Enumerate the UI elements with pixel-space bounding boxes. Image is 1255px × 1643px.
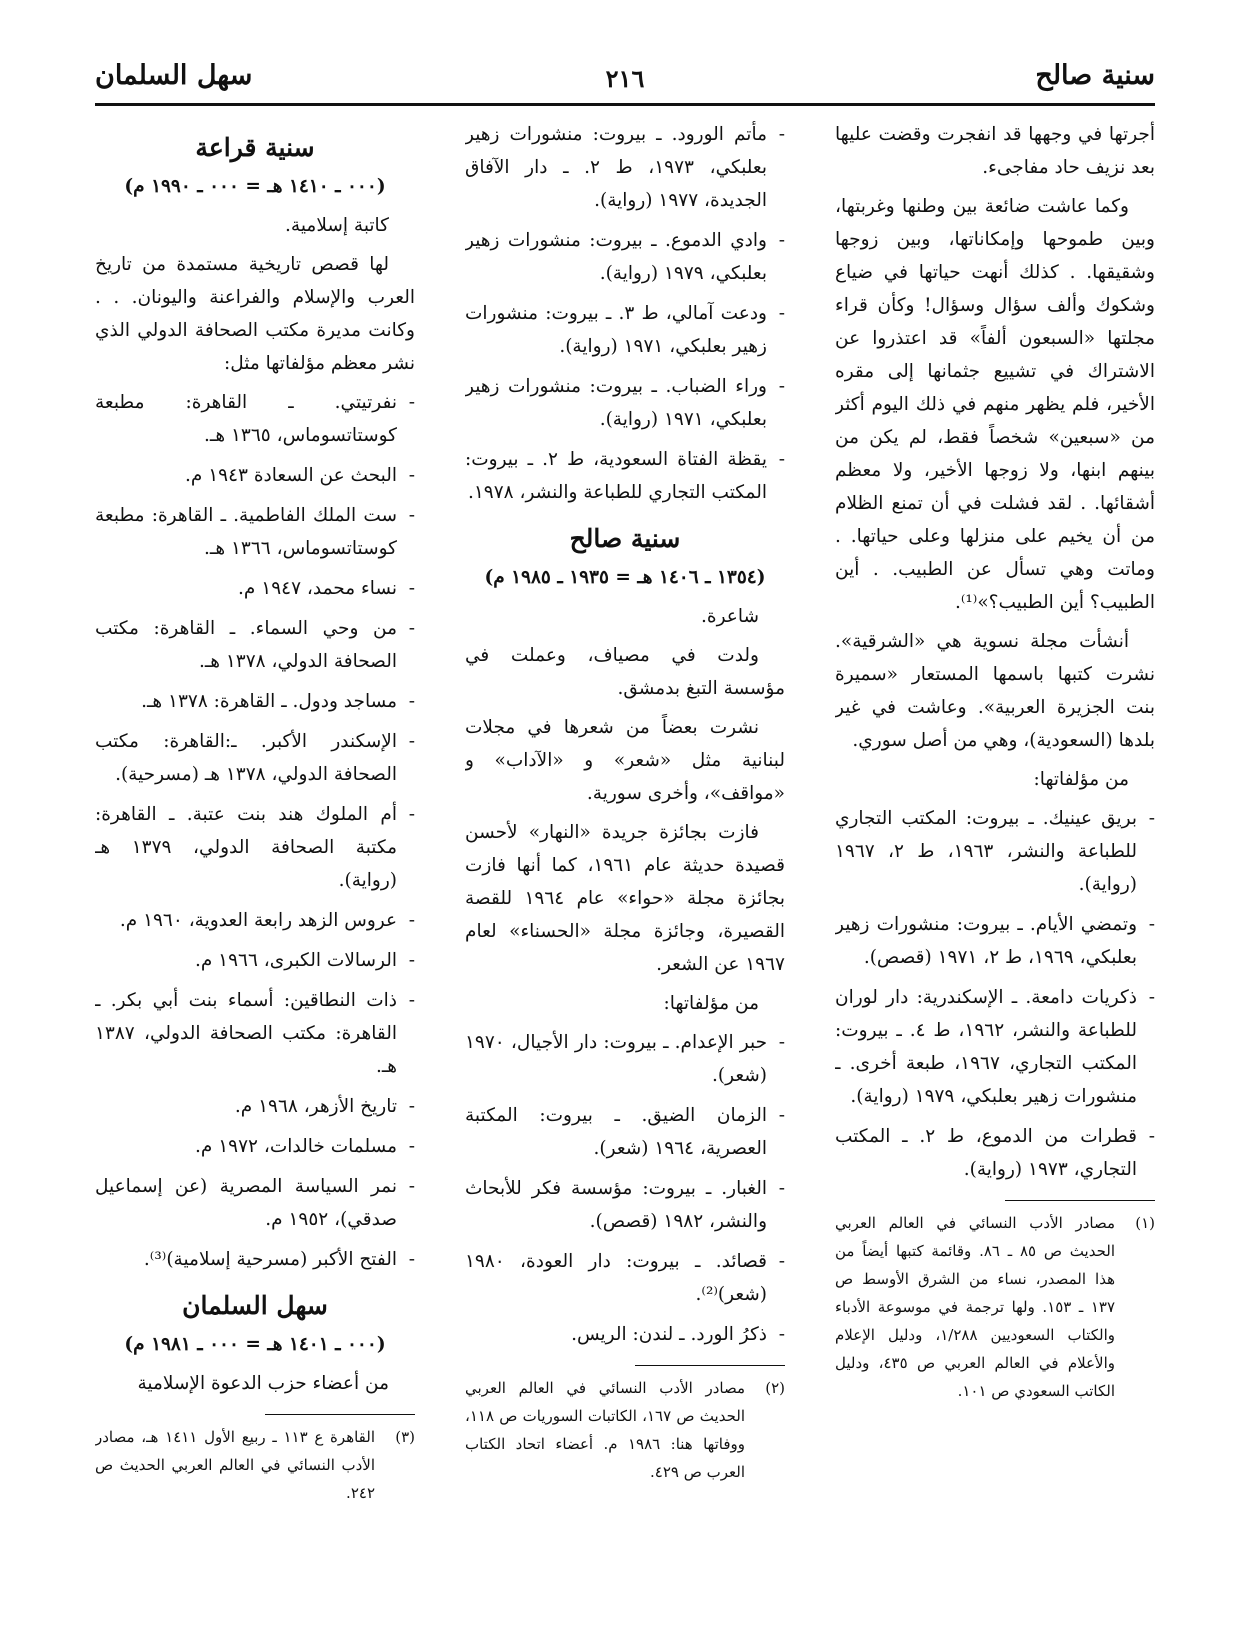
work-item: - الزمان الضيق. ـ بيروت: المكتبة العصرية، ١٩٦٤ (شعر). (465, 1099, 785, 1165)
footnote-rule (1005, 1200, 1155, 1201)
work-item: - الإسكندر الأكبر. ـ:القاهرة: مكتب الصحافة الدولي، ١٣٧٨ هـ (مسرحية). (95, 725, 415, 791)
entry-title: سنية صالح (569, 524, 681, 553)
footnote-text: مصادر الأدب النسائي في العالم العربي الحديث ص ١٦٧، الكاتبات السوريات ص ١١٨، ووفاتها هنا: ١٩٨٦ م. أعضاء اتحاد الكتاب العرب ص ٤٢٩. (465, 1379, 745, 1481)
work-item: - ذكرُ الورد. ـ لندن: الريس. (465, 1318, 785, 1351)
work-item: - ودعت آمالي، ط ٣. ـ بيروت: منشورات زهير بعلبكي، ١٩٧١ (رواية). (465, 297, 785, 363)
work-item: - يقظة الفتاة السعودية، ط ٢. ـ بيروت: المكتب التجاري للطباعة والنشر، ١٩٧٨. (465, 443, 785, 509)
work-item: - الغبار. ـ بيروت: مؤسسة فكر للأبحاث والنشر، ١٩٨٢ (قصص). (465, 1172, 785, 1238)
paragraph: فازت بجائزة جريدة «النهار» لأحسن قصيدة حديثة عام ١٩٦١، كما أنها فازت بجائزة مجلة «حواء» عام ١٩٦٤ للقصة القصيرة، وجائزة مجلة «الحسناء» لعام ١٩٦٧ عن الشعر. (465, 822, 785, 975)
footnote-rule (635, 1365, 785, 1366)
work-item: - قطرات من الدموع، ط ٢. ـ المكتب التجاري، ١٩٧٣ (رواية). (835, 1120, 1155, 1186)
work-item: - البحث عن السعادة ١٩٤٣ م. (95, 459, 415, 492)
work-item: - وراء الضباب. ـ بيروت: منشورات زهير بعلبكي، ١٩٧١ (رواية). (465, 370, 785, 436)
footnote (465, 1374, 785, 1486)
work-item: - مسلمات خالدات، ١٩٧٢ م. (95, 1130, 415, 1163)
paragraph: من أعضاء حزب الدعوة الإسلامية (137, 1373, 389, 1394)
work-item: - الرسالات الكبرى، ١٩٦٦ م. (95, 944, 415, 977)
page-number: ٢١٦ (605, 64, 645, 93)
paragraph: شاعرة. (701, 606, 759, 627)
running-title-left: سهل السلمان (95, 60, 253, 91)
work-item: - مساجد ودول. ـ القاهرة: ١٣٧٨ هـ. (95, 685, 415, 718)
work-item: - قصائد. ـ بيروت: دار العودة، ١٩٨٠ (شعر)⁽²⁾. (465, 1245, 785, 1311)
work-item: - نساء محمد، ١٩٤٧ م. (95, 572, 415, 605)
work-item: - مأتم الورود. ـ بيروت: منشورات زهير بعلبكي، ١٩٧٣، ط ٢. ـ دار الآفاق الجديدة، ١٩٧٧ (رواية). (465, 118, 785, 217)
footnote (835, 1209, 1155, 1405)
work-item: - أم الملوك هند بنت عتبة. ـ القاهرة: مكتبة الصحافة الدولي، ١٣٧٩ هـ (رواية). (95, 798, 415, 897)
works-list (465, 118, 785, 509)
works-intro: من مؤلفاتها: (663, 993, 759, 1014)
entry-title: سهل السلمان (182, 1291, 328, 1320)
footnote-text: القاهرة ع ١١٣ ـ ربيع الأول ١٤١١ هـ، مصادر الأدب النسائي في العالم العربي الحديث ص ٢٤٢. (95, 1428, 376, 1502)
work-item: - وادي الدموع. ـ بيروت: منشورات زهير بعلبكي، ١٩٧٩ (رواية). (465, 224, 785, 290)
paragraph: أنشأت مجلة نسوية هي «الشرقية». نشرت كتبها باسمها المستعار «سميرة بنت الجزيرة العربية». وعاشت في غير بلدها (السعودية)، وهي من أصل سوري. (835, 631, 1155, 751)
work-item: - نفرتيتي. ـ القاهرة: مطبعة كوستاتسوماس، ١٣٦٥ هـ. (95, 386, 415, 452)
footnote-number: (٣) (395, 1428, 415, 1446)
work-item: - نمر السياسة المصرية (عن إسماعيل صدقي)، ١٩٥٢ م. (95, 1170, 415, 1236)
work-item: - تاريخ الأزهر، ١٩٦٨ م. (95, 1090, 415, 1123)
footnote (95, 1423, 415, 1507)
paragraph: وكما عاشت ضائعة بين وطنها وغربتها، وبين طموحها وإمكاناتها، وبين زوجها وشقيقها. . كذلك أنهت حياتها في ضياع وشكوك وألف سؤال وسؤال! وكأن قراء مجلتها «السبعون ألفاً» قد اعتذروا عن الاشتراك في تشييع جثمانها إلى مقره الأخير، فلم يظهر منهم في ذلك اليوم أكثر من «سبعين» شخصاً فقط، لم يكن من بينهم ابنها، ولا زوجها الأخير، ولا معظم أشقائها. . لقد فشلت في أن تمنع الظلام من أن يخيم على منزلها وعلى حياتها. . وماتت وهي تسأل عن الطبيب. . أين الطبيب؟ أين الطبيب؟»⁽¹⁾. (835, 196, 1155, 613)
paragraph: نشرت بعضاً من شعرها في مجلات لبنانية مثل «شعر» و «الآداب» و «مواقف»، وأخرى سورية. (465, 717, 785, 804)
column-right (835, 118, 1155, 1613)
work-item: - من وحي السماء. ـ القاهرة: مكتب الصحافة الدولي، ١٣٧٨ هـ. (95, 612, 415, 678)
work-item: - عروس الزهد رابعة العدوية، ١٩٦٠ م. (95, 904, 415, 937)
paragraph: ولدت في مصياف، وعملت في مؤسسة التبغ بدمشق. (465, 645, 785, 699)
work-item: - حبر الإعدام. ـ بيروت: دار الأجيال، ١٩٧٠ (شعر). (465, 1026, 785, 1092)
column-left (95, 118, 415, 1613)
paragraph: أجرتها في وجهها قد انفجرت وقضت عليها بعد نزيف حاد مفاجىء. (835, 124, 1155, 178)
footnote-rule (265, 1414, 415, 1415)
header-rule (95, 103, 1155, 106)
entry-title: سنية قراعة (195, 133, 315, 162)
entry-dates: (٠٠٠ ـ ١٤٠١ هـ = ٠٠٠ ـ ١٩٨١ م) (124, 1334, 386, 1355)
work-item: - ذكريات دامعة. ـ الإسكندرية: دار لوران للطباعة والنشر، ١٩٦٢، ط ٤. ـ بيروت: المكتب التجاري، ١٩٦٧، طبعة أخرى. ـ منشورات زهير بعلبكي، ١٩٧٩ (رواية). (835, 981, 1155, 1113)
paragraph: لها قصص تاريخية مستمدة من تاريخ العرب والإسلام والفراعنة واليونان. . . وكانت مديرة مكتب الصحافة الدولي الذي نشر معظم مؤلفاتها مثل: (95, 254, 415, 374)
footnote-number: (١) (1135, 1214, 1155, 1232)
footnote-number: (٢) (765, 1379, 785, 1397)
paragraph: كاتبة إسلامية. (285, 215, 389, 236)
entry-dates: (٠٠٠ ـ ١٤١٠ هـ = ٠٠٠ ـ ١٩٩٠ م) (124, 176, 386, 197)
running-title-right: سنية صالح (1035, 60, 1155, 91)
works-list (465, 1026, 785, 1351)
work-item: - بريق عينيك. ـ بيروت: المكتب التجاري للطباعة والنشر، ١٩٦٣، ط ٢، ١٩٦٧ (رواية). (835, 802, 1155, 901)
works-list (835, 802, 1155, 1186)
entry-dates: (١٣٥٤ ـ ١٤٠٦ هـ = ١٩٣٥ ـ ١٩٨٥ م) (484, 567, 766, 588)
running-header (95, 58, 1155, 102)
works-list (95, 386, 415, 1276)
works-intro: من مؤلفاتها: (1033, 769, 1129, 790)
footnote-text: مصادر الأدب النسائي في العالم العربي الحديث ص ٨٥ ـ ٨٦. وقائمة كتبها أيضاً من هذا المصدر، نساء من الشرق الأوسط ص ١٣٧ ـ ١٥٣. ولها ترجمة في موسوعة الأدباء والكتاب السعوديين ١/٢٨٨، ودليل الإعلام والأعلام في العالم العربي ص ٤٣٥، ودليل الكاتب السعودي ص ١٠١. (835, 1214, 1116, 1400)
column-middle (465, 118, 785, 1613)
work-item: - وتمضي الأيام. ـ بيروت: منشورات زهير بعلبكي، ١٩٦٩، ط ٢، ١٩٧١ (قصص). (835, 908, 1155, 974)
work-item: - ست الملك الفاطمية. ـ القاهرة: مطبعة كوستاتسوماس، ١٣٦٦ هـ. (95, 499, 415, 565)
work-item: - ذات النطاقين: أسماء بنت أبي بكر. ـ القاهرة: مكتب الصحافة الدولي، ١٣٨٧ هـ. (95, 984, 415, 1083)
work-item: - الفتح الأكبر (مسرحية إسلامية)⁽³⁾. (95, 1243, 415, 1276)
